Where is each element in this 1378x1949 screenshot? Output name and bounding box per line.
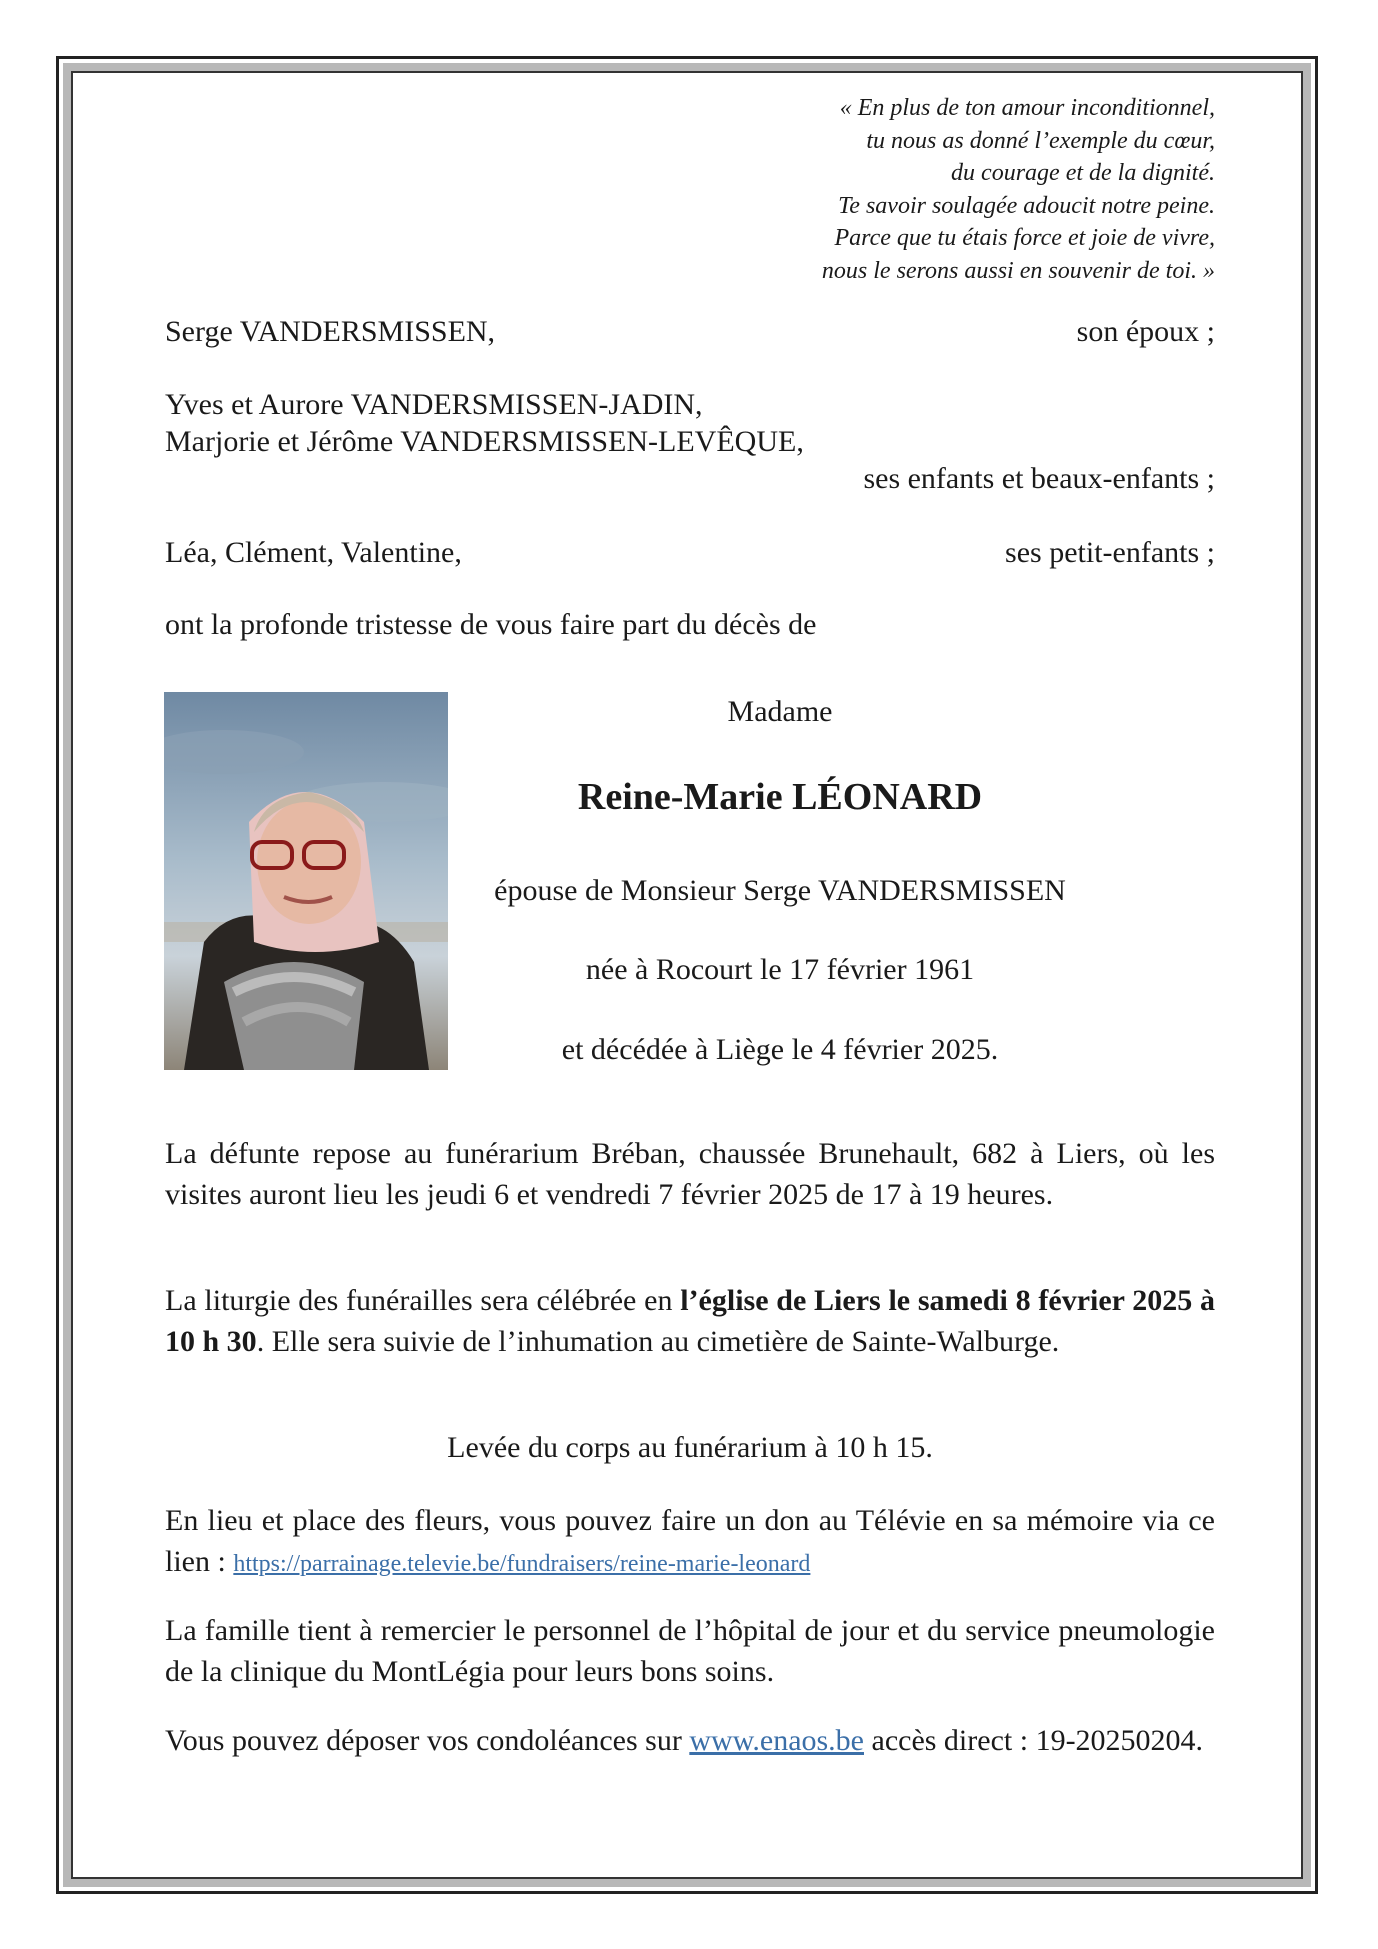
grandchildren-line bbox=[165, 534, 1215, 571]
liturgy-text-1: La liturgie des funérailles sera célébrée en bbox=[165, 1284, 681, 1317]
children-line-1: Yves et Aurore VANDERSMISSEN-JADIN, bbox=[165, 388, 703, 421]
spouse-relation: son époux ; bbox=[1076, 315, 1215, 348]
donation-text: En lieu et place des fleurs, vous pouvez faire un don au Télévie en sa mémoire via ce lien : bbox=[165, 1504, 1215, 1578]
quote-line: « En plus de ton amour inconditionnel, bbox=[839, 95, 1215, 121]
liturgy-paragraph bbox=[165, 1280, 1215, 1362]
enaos-link[interactable]: www.enaos.be bbox=[689, 1724, 864, 1757]
deceased-death: et décédée à Liège le 4 février 2025. bbox=[561, 1033, 999, 1066]
levee-line: Levée du corps au funérarium à 10 h 15. bbox=[447, 1431, 933, 1464]
visitation-paragraph: La défunte repose au funérarium Bréban, chaussée Brunehault, 682 à Liers, où les visites auront lieu les jeudi 6 et vendredi 7 février 2025 de 17 à 19 heures. bbox=[165, 1137, 1215, 1211]
spouse-name: Serge VANDERSMISSEN, bbox=[165, 315, 496, 348]
liturgy-text-2: . Elle sera suivie de l’inhumation au cimetière de Sainte-Walburge. bbox=[256, 1325, 1060, 1358]
quote-line: du courage et de la dignité. bbox=[951, 160, 1215, 186]
grandchildren-relation: ses petit-enfants ; bbox=[1005, 536, 1215, 569]
condolences-paragraph bbox=[165, 1720, 1215, 1761]
quote-line: tu nous as donné l’exemple du cœur, bbox=[866, 127, 1215, 154]
donation-link[interactable]: https://parrainage.televie.be/fundraisers/reine-marie-leonard bbox=[233, 1551, 811, 1577]
deceased-name: Reine-Marie LÉONARD bbox=[577, 776, 983, 818]
announcement-text: ont la profonde tristesse de vous faire part du décès de bbox=[165, 608, 817, 641]
announcement-line bbox=[165, 606, 1215, 643]
quote-line: Te savoir soulagée adoucit notre peine. bbox=[838, 192, 1215, 219]
epigraph-quote bbox=[700, 92, 1215, 287]
deceased-title: Madame bbox=[727, 695, 833, 728]
spouse-line bbox=[165, 313, 1215, 350]
deceased-spouse-of: épouse de Monsieur Serge VANDERSMISSEN bbox=[494, 874, 1066, 907]
condolences-text-2: accès direct : 19-20250204. bbox=[864, 1724, 1204, 1757]
thanks-paragraph: La famille tient à remercier le personnel de l’hôpital de jour et du service pneumologie de la clinique du MontLégia pour leurs bons soins. bbox=[165, 1614, 1215, 1688]
children-relation: ses enfants et beaux-enfants ; bbox=[863, 462, 1215, 495]
portrait-photo bbox=[164, 692, 448, 1070]
children-block bbox=[165, 386, 1215, 497]
children-line-2: Marjorie et Jérôme VANDERSMISSEN-LEVÊQUE, bbox=[165, 425, 804, 458]
grandchildren-names: Léa, Clément, Valentine, bbox=[165, 536, 462, 569]
condolences-text-1: Vous pouvez déposer vos condoléances sur bbox=[165, 1724, 690, 1757]
deceased-birth: née à Rocourt le 17 février 1961 bbox=[585, 953, 975, 986]
liturgy-bold: l’église de Liers le samedi 8 février 2025 à 10 h 30 bbox=[165, 1284, 1215, 1358]
quote-line: Parce que tu étais force et joie de vivre, bbox=[834, 225, 1215, 251]
donation-paragraph bbox=[165, 1500, 1215, 1585]
quote-line: nous le serons aussi en souvenir de toi. » bbox=[821, 257, 1215, 284]
